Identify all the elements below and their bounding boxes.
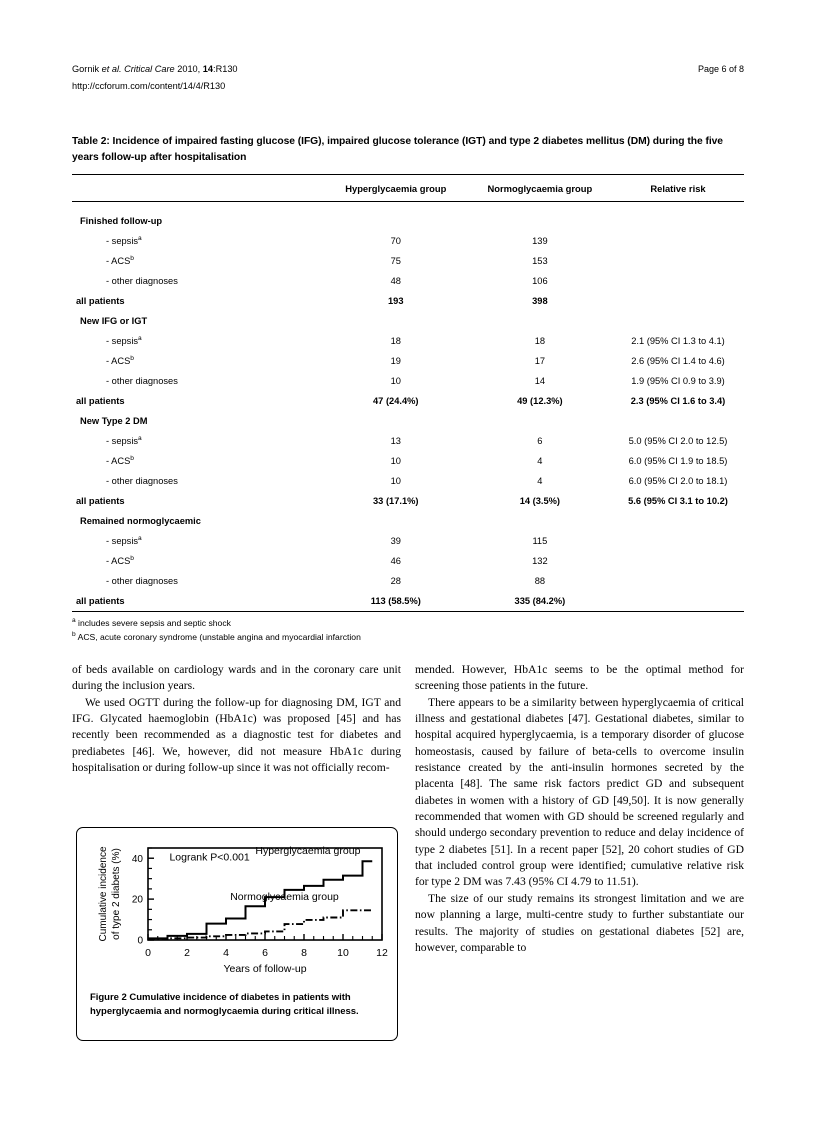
table-row bbox=[72, 571, 744, 591]
figure-2-box bbox=[76, 827, 398, 1041]
footnote-b bbox=[72, 631, 744, 645]
cell-normo: 6 bbox=[537, 436, 543, 446]
column-header-normoglycaemia: Normoglycaemia group bbox=[487, 182, 593, 194]
column-header-relative-risk: Relative risk bbox=[650, 182, 706, 194]
svg-text:2: 2 bbox=[184, 947, 190, 959]
svg-text:20: 20 bbox=[131, 894, 143, 906]
footnote-marker: a bbox=[138, 534, 142, 542]
paragraph: We used OGTT during the follow-up for diagnosing DM, IGT and IFG. Glycated haemoglobin (HbA1c) was proposed [45] and has recently been recommended as a diagnostic test for diabetes and prediabetes [46]. We, however, did not measure HbA1c during hospitalisation or during follow-up since it was not officially recom- bbox=[72, 695, 401, 775]
row-label-text: - ACS bbox=[106, 556, 131, 566]
cell-hyper: 18 bbox=[390, 336, 401, 346]
table-footnotes bbox=[72, 617, 744, 644]
total-hyper: 193 bbox=[388, 296, 404, 306]
running-head bbox=[72, 62, 744, 94]
table-row bbox=[72, 531, 744, 551]
total-hyper: 33 (17.1%) bbox=[373, 496, 419, 506]
cell-hyper: 10 bbox=[390, 456, 401, 466]
footnote-marker: a bbox=[138, 434, 142, 442]
row-label bbox=[72, 271, 324, 291]
cell-rr: 2.6 (95% CI 1.4 to 4.6) bbox=[631, 356, 725, 366]
table-row-total bbox=[72, 391, 744, 411]
table-header-row bbox=[72, 175, 744, 202]
body-column-left bbox=[72, 662, 401, 776]
svg-text:0: 0 bbox=[137, 935, 143, 947]
cell-hyper: 39 bbox=[390, 536, 401, 546]
row-label-text: - other diagnoses bbox=[106, 276, 178, 286]
body-column-right bbox=[415, 662, 744, 956]
footnote-marker: b bbox=[130, 454, 134, 462]
cell-normo: 139 bbox=[532, 236, 548, 246]
cell-rr bbox=[612, 531, 744, 551]
figure-2-plot bbox=[88, 836, 388, 981]
total-rr: 2.3 (95% CI 1.6 to 3.4) bbox=[630, 396, 726, 406]
cell-rr: 6.0 (95% CI 1.9 to 18.5) bbox=[628, 456, 728, 466]
table-row bbox=[72, 311, 744, 331]
cell-normo: 4 bbox=[537, 456, 543, 466]
footnote-a-text: includes severe sepsis and septic shock bbox=[75, 618, 231, 628]
svg-text:6: 6 bbox=[262, 947, 268, 959]
table-row bbox=[72, 211, 744, 231]
table-row bbox=[72, 271, 744, 291]
total-label: all patients bbox=[76, 496, 125, 506]
svg-text:Cumulative incidence: Cumulative incidence bbox=[98, 846, 109, 942]
cell-hyper: 19 bbox=[390, 356, 401, 366]
paragraph: There appears to be a similarity between hyperglycaemia of critical illness and gestational diabetes [47]. Gestational diabetes, similar to hospital acquired hyperglycaemia, is a temporary disorder of glucose homeostasis, caused by failure of beta-cells to overcome insulin resistance created by the anti-insulin hormones secreted by the placenta [48]. The same risk factors predict GD and subsequent diabetes in women with a history of GD [49,50]. It is now generally recommended that women with GD should be screened regularly and should undergo secondary prevention to reduce and delay incidence of type 2 diabetes [51]. In a recent paper [52], 20 cohort studies of GD that included control group were identified; cumulative relative risk for type 2 DM was 7.43 (95% CI 4.79 to 11.51). bbox=[415, 695, 744, 889]
citation-journal: Critical Care bbox=[124, 64, 175, 74]
footnote-marker: b bbox=[130, 554, 134, 562]
group-label: New Type 2 DM bbox=[80, 416, 148, 426]
cell-rr bbox=[612, 551, 744, 571]
total-rr bbox=[612, 291, 744, 311]
paragraph: of beds available on cardiology wards and in the coronary care unit during the inclusion years. bbox=[72, 663, 401, 693]
total-hyper: 113 (58.5%) bbox=[370, 596, 421, 606]
row-label bbox=[72, 351, 324, 371]
row-label bbox=[72, 531, 324, 551]
cell-rr bbox=[612, 231, 744, 251]
svg-text:0: 0 bbox=[145, 947, 151, 959]
citation-volume: 14 bbox=[202, 64, 214, 74]
table-2 bbox=[72, 174, 744, 612]
total-label: all patients bbox=[76, 596, 125, 606]
row-label bbox=[72, 551, 324, 571]
citation-author: Gornik bbox=[72, 64, 100, 74]
cell-normo: 88 bbox=[534, 576, 546, 586]
cell-normo: 132 bbox=[532, 556, 548, 566]
table-row bbox=[72, 551, 744, 571]
cell-hyper: 10 bbox=[390, 476, 401, 486]
row-label bbox=[72, 451, 324, 471]
article-url: http://ccforum.com/content/14/4/R130 bbox=[72, 81, 226, 91]
footnote-marker: a bbox=[138, 334, 142, 342]
svg-text:8: 8 bbox=[301, 947, 307, 959]
table-2-container bbox=[72, 134, 744, 644]
cell-normo: 106 bbox=[532, 276, 548, 286]
citation-article: :R130 bbox=[213, 64, 238, 74]
cell-hyper: 10 bbox=[390, 376, 401, 386]
table-row-total bbox=[72, 491, 744, 511]
paragraph: The size of our study remains its strongest limitation and we are now planning a large, multi-centre study to further substantiate our results. The majority of studies on gestational diabetes [52] are, however, comparable to bbox=[415, 891, 744, 954]
cell-normo: 14 bbox=[534, 376, 546, 386]
svg-text:Normoglycaemia group: Normoglycaemia group bbox=[230, 891, 339, 904]
table-body bbox=[72, 202, 744, 612]
cell-normo: 4 bbox=[537, 476, 543, 486]
citation-year: 2010, bbox=[177, 64, 201, 74]
table-row bbox=[72, 371, 744, 391]
svg-text:Logrank P<0.001: Logrank P<0.001 bbox=[169, 851, 250, 864]
table-row bbox=[72, 431, 744, 451]
row-label-text: - sepsis bbox=[106, 336, 139, 346]
row-label-text: - ACS bbox=[106, 356, 131, 366]
svg-text:of type 2 diabets (%): of type 2 diabets (%) bbox=[111, 848, 122, 940]
cell-normo: 17 bbox=[534, 356, 546, 366]
total-label: all patients bbox=[76, 396, 125, 406]
table-row bbox=[72, 511, 744, 531]
figure-caption-label: Figure 2 bbox=[90, 992, 127, 1003]
cumulative-incidence-chart bbox=[88, 836, 388, 981]
group-label: New IFG or IGT bbox=[80, 316, 148, 326]
row-label-text: - other diagnoses bbox=[106, 576, 178, 586]
header-rule-spacer bbox=[72, 202, 744, 212]
footnote-marker: b bbox=[130, 354, 134, 362]
row-label bbox=[72, 571, 324, 591]
total-rr bbox=[612, 591, 744, 612]
svg-text:4: 4 bbox=[223, 947, 229, 959]
total-label: all patients bbox=[76, 296, 125, 306]
total-normo: 14 (3.5%) bbox=[519, 496, 561, 506]
total-rr: 5.6 (95% CI 3.1 to 10.2) bbox=[628, 496, 728, 506]
svg-text:40: 40 bbox=[131, 853, 143, 865]
cell-rr bbox=[612, 271, 744, 291]
total-normo: 335 (84.2%) bbox=[514, 596, 566, 606]
svg-text:10: 10 bbox=[337, 947, 349, 959]
row-label bbox=[72, 471, 324, 491]
footnote-marker: a bbox=[138, 234, 142, 242]
cell-rr bbox=[612, 251, 744, 271]
column-header-blank bbox=[72, 175, 324, 202]
table-row bbox=[72, 231, 744, 251]
cell-rr: 5.0 (95% CI 2.0 to 12.5) bbox=[628, 436, 728, 446]
table-row-total bbox=[72, 591, 744, 612]
cell-normo: 153 bbox=[532, 256, 548, 266]
citation-etal: et al. bbox=[101, 64, 122, 74]
row-label-text: - other diagnoses bbox=[106, 476, 178, 486]
cell-rr bbox=[612, 571, 744, 591]
column-header-hyperglycaemia: Hyperglycaemia group bbox=[345, 182, 447, 194]
row-label bbox=[72, 231, 324, 251]
row-label-text: - other diagnoses bbox=[106, 376, 178, 386]
cell-normo: 18 bbox=[534, 336, 546, 346]
total-normo: 49 (12.3%) bbox=[517, 396, 563, 406]
cell-hyper: 48 bbox=[390, 276, 401, 286]
svg-text:Hyperglycaemia group: Hyperglycaemia group bbox=[255, 845, 361, 858]
paragraph: mended. However, HbA1c seems to be the optimal method for screening those patients in the future. bbox=[415, 663, 744, 693]
figure-caption-text: Cumulative incidence of diabetes in patients with hyperglycaemia and normoglycaemia during critical illness. bbox=[90, 992, 359, 1017]
row-label bbox=[72, 371, 324, 391]
row-label-text: - ACS bbox=[106, 456, 131, 466]
page-number: Page 6 of 8 bbox=[697, 64, 744, 74]
table-row-total bbox=[72, 291, 744, 311]
total-normo: 398 bbox=[532, 296, 548, 306]
row-label-text: - sepsis bbox=[106, 436, 139, 446]
footnote-marker-b: b bbox=[72, 630, 76, 638]
table-row bbox=[72, 331, 744, 351]
table-row bbox=[72, 351, 744, 371]
citation-line bbox=[72, 62, 238, 77]
svg-text:12: 12 bbox=[376, 947, 388, 959]
row-label-text: - ACS bbox=[106, 256, 131, 266]
row-label bbox=[72, 331, 324, 351]
cell-normo: 115 bbox=[532, 536, 548, 546]
footnote-b-text: ACS, acute coronary syndrome (unstable angina and myocardial infarction bbox=[75, 631, 361, 642]
table-title: Table 2: Incidence of impaired fasting glucose (IFG), impaired glucose tolerance (IGT) and type 2 diabetes mellitus (DM) during the five years follow-up after hospitalisation bbox=[72, 136, 723, 163]
cell-rr: 6.0 (95% CI 2.0 to 18.1) bbox=[628, 476, 728, 486]
table-row bbox=[72, 251, 744, 271]
footnote-marker: b bbox=[130, 254, 134, 262]
row-label-text: - sepsis bbox=[106, 236, 139, 246]
cell-hyper: 13 bbox=[390, 436, 401, 446]
cell-hyper: 46 bbox=[390, 556, 401, 566]
group-label: Remained normoglycaemic bbox=[80, 516, 201, 526]
group-label: Finished follow-up bbox=[80, 216, 163, 226]
cell-rr: 1.9 (95% CI 0.9 to 3.9) bbox=[631, 376, 725, 386]
figure-2-caption bbox=[90, 991, 386, 1018]
table-row bbox=[72, 471, 744, 491]
cell-hyper: 70 bbox=[390, 236, 401, 246]
total-hyper: 47 (24.4%) bbox=[373, 396, 419, 406]
row-label bbox=[72, 251, 324, 271]
svg-text:Years of follow-up: Years of follow-up bbox=[223, 963, 307, 975]
cell-rr: 2.1 (95% CI 1.3 to 4.1) bbox=[631, 336, 725, 346]
footnote-a bbox=[72, 617, 744, 631]
cell-hyper: 75 bbox=[390, 256, 401, 266]
row-label bbox=[72, 431, 324, 451]
table-row bbox=[72, 451, 744, 471]
table-row bbox=[72, 411, 744, 431]
footnote-marker-a: a bbox=[72, 617, 76, 625]
row-label-text: - sepsis bbox=[106, 536, 139, 546]
cell-hyper: 28 bbox=[390, 576, 401, 586]
